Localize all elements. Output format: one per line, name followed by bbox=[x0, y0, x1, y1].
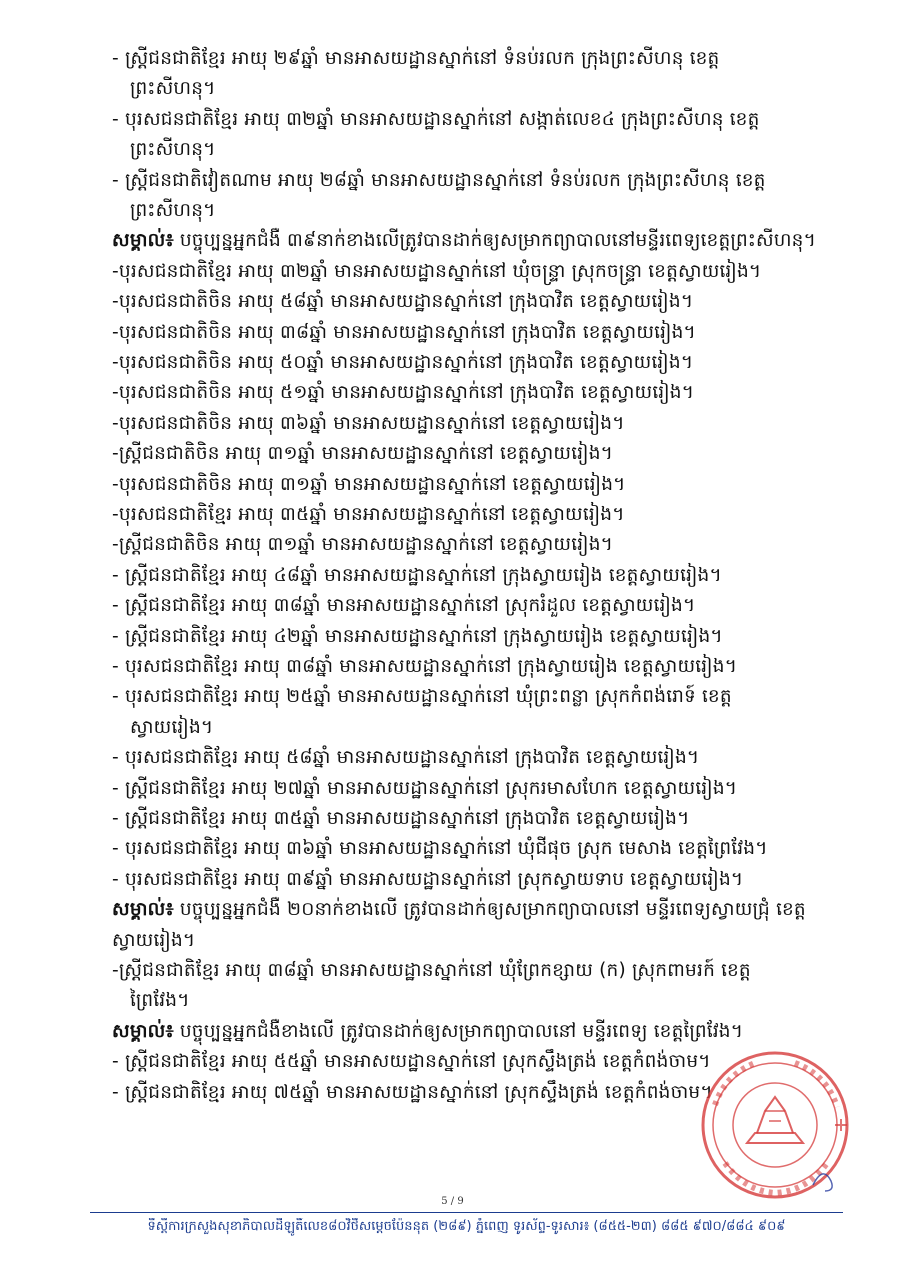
footer-address: ទីស្តីការក្រសួងសុខាភិបាលដីឡូតិ៍លេខ៨០វិថីសម្តេចប៉ែននុត (២៨៩) ភ្នំពេញ ទូរស័ព្ទ-ទូរសារ៖ (៨៥៥-២៣) ៨៨៥ ៩៧០/៨៨៤ ៩០៩ bbox=[147, 1219, 786, 1234]
list-item-continuation: ព្រះសីហនុ។ bbox=[130, 200, 216, 221]
list-item: - ស្ត្រីជនជាតិខ្មែរ អាយុ ៤២ឆ្នាំ មានអាសយដ្ឋានស្នាក់នៅ ក្រុងស្វាយរៀង ខេត្តស្វាយរៀង។ bbox=[112, 625, 723, 647]
list-item-continuation: ព្រៃវែង។ bbox=[130, 990, 190, 1012]
footer-divider bbox=[90, 1212, 843, 1213]
list-item: - បុរសជនជាតិខ្មែរ អាយុ ៣៩ឆ្នាំ មានអាសយដ្ឋានស្នាក់នៅ ស្រុកស្វាយទាប ខេត្តស្វាយរៀង។ bbox=[112, 868, 744, 890]
page-number: 5 / 9 bbox=[441, 1196, 464, 1207]
list-item: - ស្ត្រីជនជាតិខ្មែរ អាយុ ២៧ឆ្នាំ មានអាសយដ្ឋានស្នាក់នៅ ស្រុករមាសហែក ខេត្តស្វាយរៀង។ bbox=[112, 777, 738, 799]
note-line bbox=[112, 1017, 743, 1047]
list-item: -ស្ត្រីជនជាតិខ្មែរ អាយុ ៣៨ឆ្នាំ មានអាសយដ្ឋានស្នាក់នៅ ឃុំព្រែកខ្សាយ (ក) ស្រុកពាមរក៍ ខេត្ត bbox=[112, 960, 751, 981]
list-item: -បុរសជនជាតិចិន អាយុ ៥០ឆ្នាំ មានអាសយដ្ឋានស្នាក់នៅ ក្រុងបាវិត ខេត្តស្វាយរៀង។ bbox=[112, 352, 694, 373]
list-item: - បុរសជនជាតិខ្មែរ អាយុ ២៥ឆ្នាំ មានអាសយដ្ឋានស្នាក់នៅ ឃុំព្រះពន្លា ស្រុកកំពង់រោទ៍ ខេត្ត bbox=[112, 686, 732, 708]
note-label: សម្គាល់៖ bbox=[112, 230, 174, 252]
list-item: - បុរសជនជាតិខ្មែរ អាយុ ៣២ឆ្នាំ មានអាសយដ្ឋានស្នាក់នៅ សង្កាត់លេខ៤ ក្រុងព្រះសីហនុ ខេត្ត bbox=[112, 108, 760, 130]
list-item: - ស្ត្រីជនជាតិវៀតណាម អាយុ ២៨ឆ្នាំ មានអាសយដ្ឋានស្នាក់នៅ ទំនប់រលក ក្រុងព្រះសីហនុ ខេត្ត bbox=[112, 169, 766, 191]
official-seal-icon bbox=[695, 1045, 855, 1205]
list-item-continuation: ព្រះសីហនុ។ bbox=[130, 78, 216, 100]
list-item-continuation: ស្វាយរៀង។ bbox=[130, 716, 214, 738]
list-item: -បុរសជនជាតិខ្មែរ អាយុ ៣៥ឆ្នាំ មានអាសយដ្ឋានស្នាក់នៅ ខេត្តស្វាយរៀង។ bbox=[112, 504, 625, 525]
list-item: - ស្ត្រីជនជាតិខ្មែរ អាយុ ៣៥ឆ្នាំ មានអាសយដ្ឋានស្នាក់នៅ ក្រុងបាវិត ខេត្តស្វាយរៀង។ bbox=[112, 808, 690, 829]
note-text: បច្ចុប្បន្នអ្នកជំងឺខាងលើ ត្រូវបានដាក់ឲ្យសម្រាកព្យាបាលនៅ មន្ទីរពេទ្យ ខេត្តព្រៃវែង។ bbox=[173, 1020, 744, 1042]
list-item: -បុរសជនជាតិចិន អាយុ ៣៨ឆ្នាំ មានអាសយដ្ឋានស្នាក់នៅ ក្រុងបាវិត ខេត្តស្វាយរៀង។ bbox=[112, 321, 696, 343]
list-item: -បុរសជនជាតិចិន អាយុ ៥១ឆ្នាំ មានអាសយដ្ឋានស្នាក់នៅ ក្រុងបាវិត ខេត្តស្វាយរៀង។ bbox=[112, 382, 695, 404]
list-item: -ស្ត្រីជនជាតិចិន អាយុ ៣១ឆ្នាំ មានអាសយដ្ឋានស្នាក់នៅ ខេត្តស្វាយរៀង។ bbox=[112, 443, 614, 465]
list-item: - បុរសជនជាតិខ្មែរ អាយុ ៣៦ឆ្នាំ មានអាសយដ្ឋានស្នាក់នៅ ឃុំជីផុច ស្រុក មេសាង ខេត្តព្រៃវែង។ bbox=[112, 838, 768, 860]
list-item: - ស្ត្រីជនជាតិខ្មែរ អាយុ ៧៥ឆ្នាំ មានអាសយដ្ឋានស្នាក់នៅ ស្រុកស្ទឹងត្រង់ ខេត្តកំពង់ចាម។ bbox=[112, 1081, 713, 1103]
list-item-continuation: ព្រះសីហនុ។ bbox=[130, 139, 216, 161]
list-item: -ស្ត្រីជនជាតិចិន អាយុ ៣១ឆ្នាំ មានអាសយដ្ឋានស្នាក់នៅ ខេត្តស្វាយរៀង។ bbox=[112, 534, 614, 556]
list-item: -បុរសជនជាតិចិន អាយុ ៣១ឆ្នាំ មានអាសយដ្ឋានស្នាក់នៅ ខេត្តស្វាយរៀង។ bbox=[112, 473, 626, 495]
list-item: -បុរសជនជាតិខ្មែរ អាយុ ៣២ឆ្នាំ មានអាសយដ្ឋានស្នាក់នៅ ឃុំចន្ទ្រា ស្រុកចន្ទ្រា ខេត្តស្វាយរៀង។ bbox=[112, 260, 762, 282]
note-line bbox=[112, 226, 816, 256]
list-item: - ស្ត្រីជនជាតិខ្មែរ អាយុ ៤៨ឆ្នាំ មានអាសយដ្ឋានស្នាក់នៅ ក្រុងស្វាយរៀង ខេត្តស្វាយរៀង។ bbox=[112, 564, 722, 586]
note-line bbox=[112, 895, 806, 925]
note-label: សម្គាល់៖ bbox=[112, 1020, 174, 1042]
list-item: - បុរសជនជាតិខ្មែរ អាយុ ៥៨ឆ្នាំ មានអាសយដ្ឋានស្នាក់នៅ ក្រុងបាវិត ខេត្តស្វាយរៀង។ bbox=[112, 747, 700, 769]
list-item: - បុរសជនជាតិខ្មែរ អាយុ ៣៨ឆ្នាំ មានអាសយដ្ឋានស្នាក់នៅ ក្រុងស្វាយរៀង ខេត្តស្វាយរៀង។ bbox=[112, 656, 738, 677]
list-item: - ស្ត្រីជនជាតិខ្មែរ អាយុ ៥៥ឆ្នាំ មានអាសយដ្ឋានស្នាក់នៅ ស្រុកស្ទឹងត្រង់ ខេត្តកំពង់ចាម។ bbox=[112, 1051, 711, 1073]
list-item: -បុរសជនជាតិចិន អាយុ ៥៨ឆ្នាំ មានអាសយដ្ឋានស្នាក់នៅ ក្រុងបាវិត ខេត្តស្វាយរៀង។ bbox=[112, 291, 694, 313]
list-item: -បុរសជនជាតិចិន អាយុ ៣៦ឆ្នាំ មានអាសយដ្ឋានស្នាក់នៅ ខេត្តស្វាយរៀង។ bbox=[112, 412, 625, 434]
note-text: បច្ចុប្បន្នអ្នកជំងឺ ៣៩នាក់ខាងលើត្រូវបានដាក់ឲ្យសម្រាកព្យាបាលនៅមន្ទីរពេទ្យខេត្តព្រះសីហនុ។ bbox=[173, 230, 816, 252]
list-item: - ស្ត្រីជនជាតិខ្មែរ អាយុ ៣៨ឆ្នាំ មានអាសយដ្ឋានស្នាក់នៅ ស្រុករំដួល ខេត្តស្វាយរៀង។ bbox=[112, 595, 696, 617]
note-label: សម្គាល់៖ bbox=[112, 899, 174, 921]
note-text: បច្ចុប្បន្នអ្នកជំងឺ ២០នាក់ខាងលើ ត្រូវបានដាក់ឲ្យសម្រាកព្យាបាលនៅ មន្ទីរពេទ្យស្វាយជ្រុំ ខេត្ត bbox=[173, 899, 806, 921]
list-item: - ស្ត្រីជនជាតិខ្មែរ អាយុ ២៩ឆ្នាំ មានអាសយដ្ឋានស្នាក់នៅ ទំនប់រលក ក្រុងព្រះសីហនុ ខេត្ត bbox=[112, 48, 720, 69]
list-item: ស្វាយរៀង។ bbox=[112, 929, 196, 951]
